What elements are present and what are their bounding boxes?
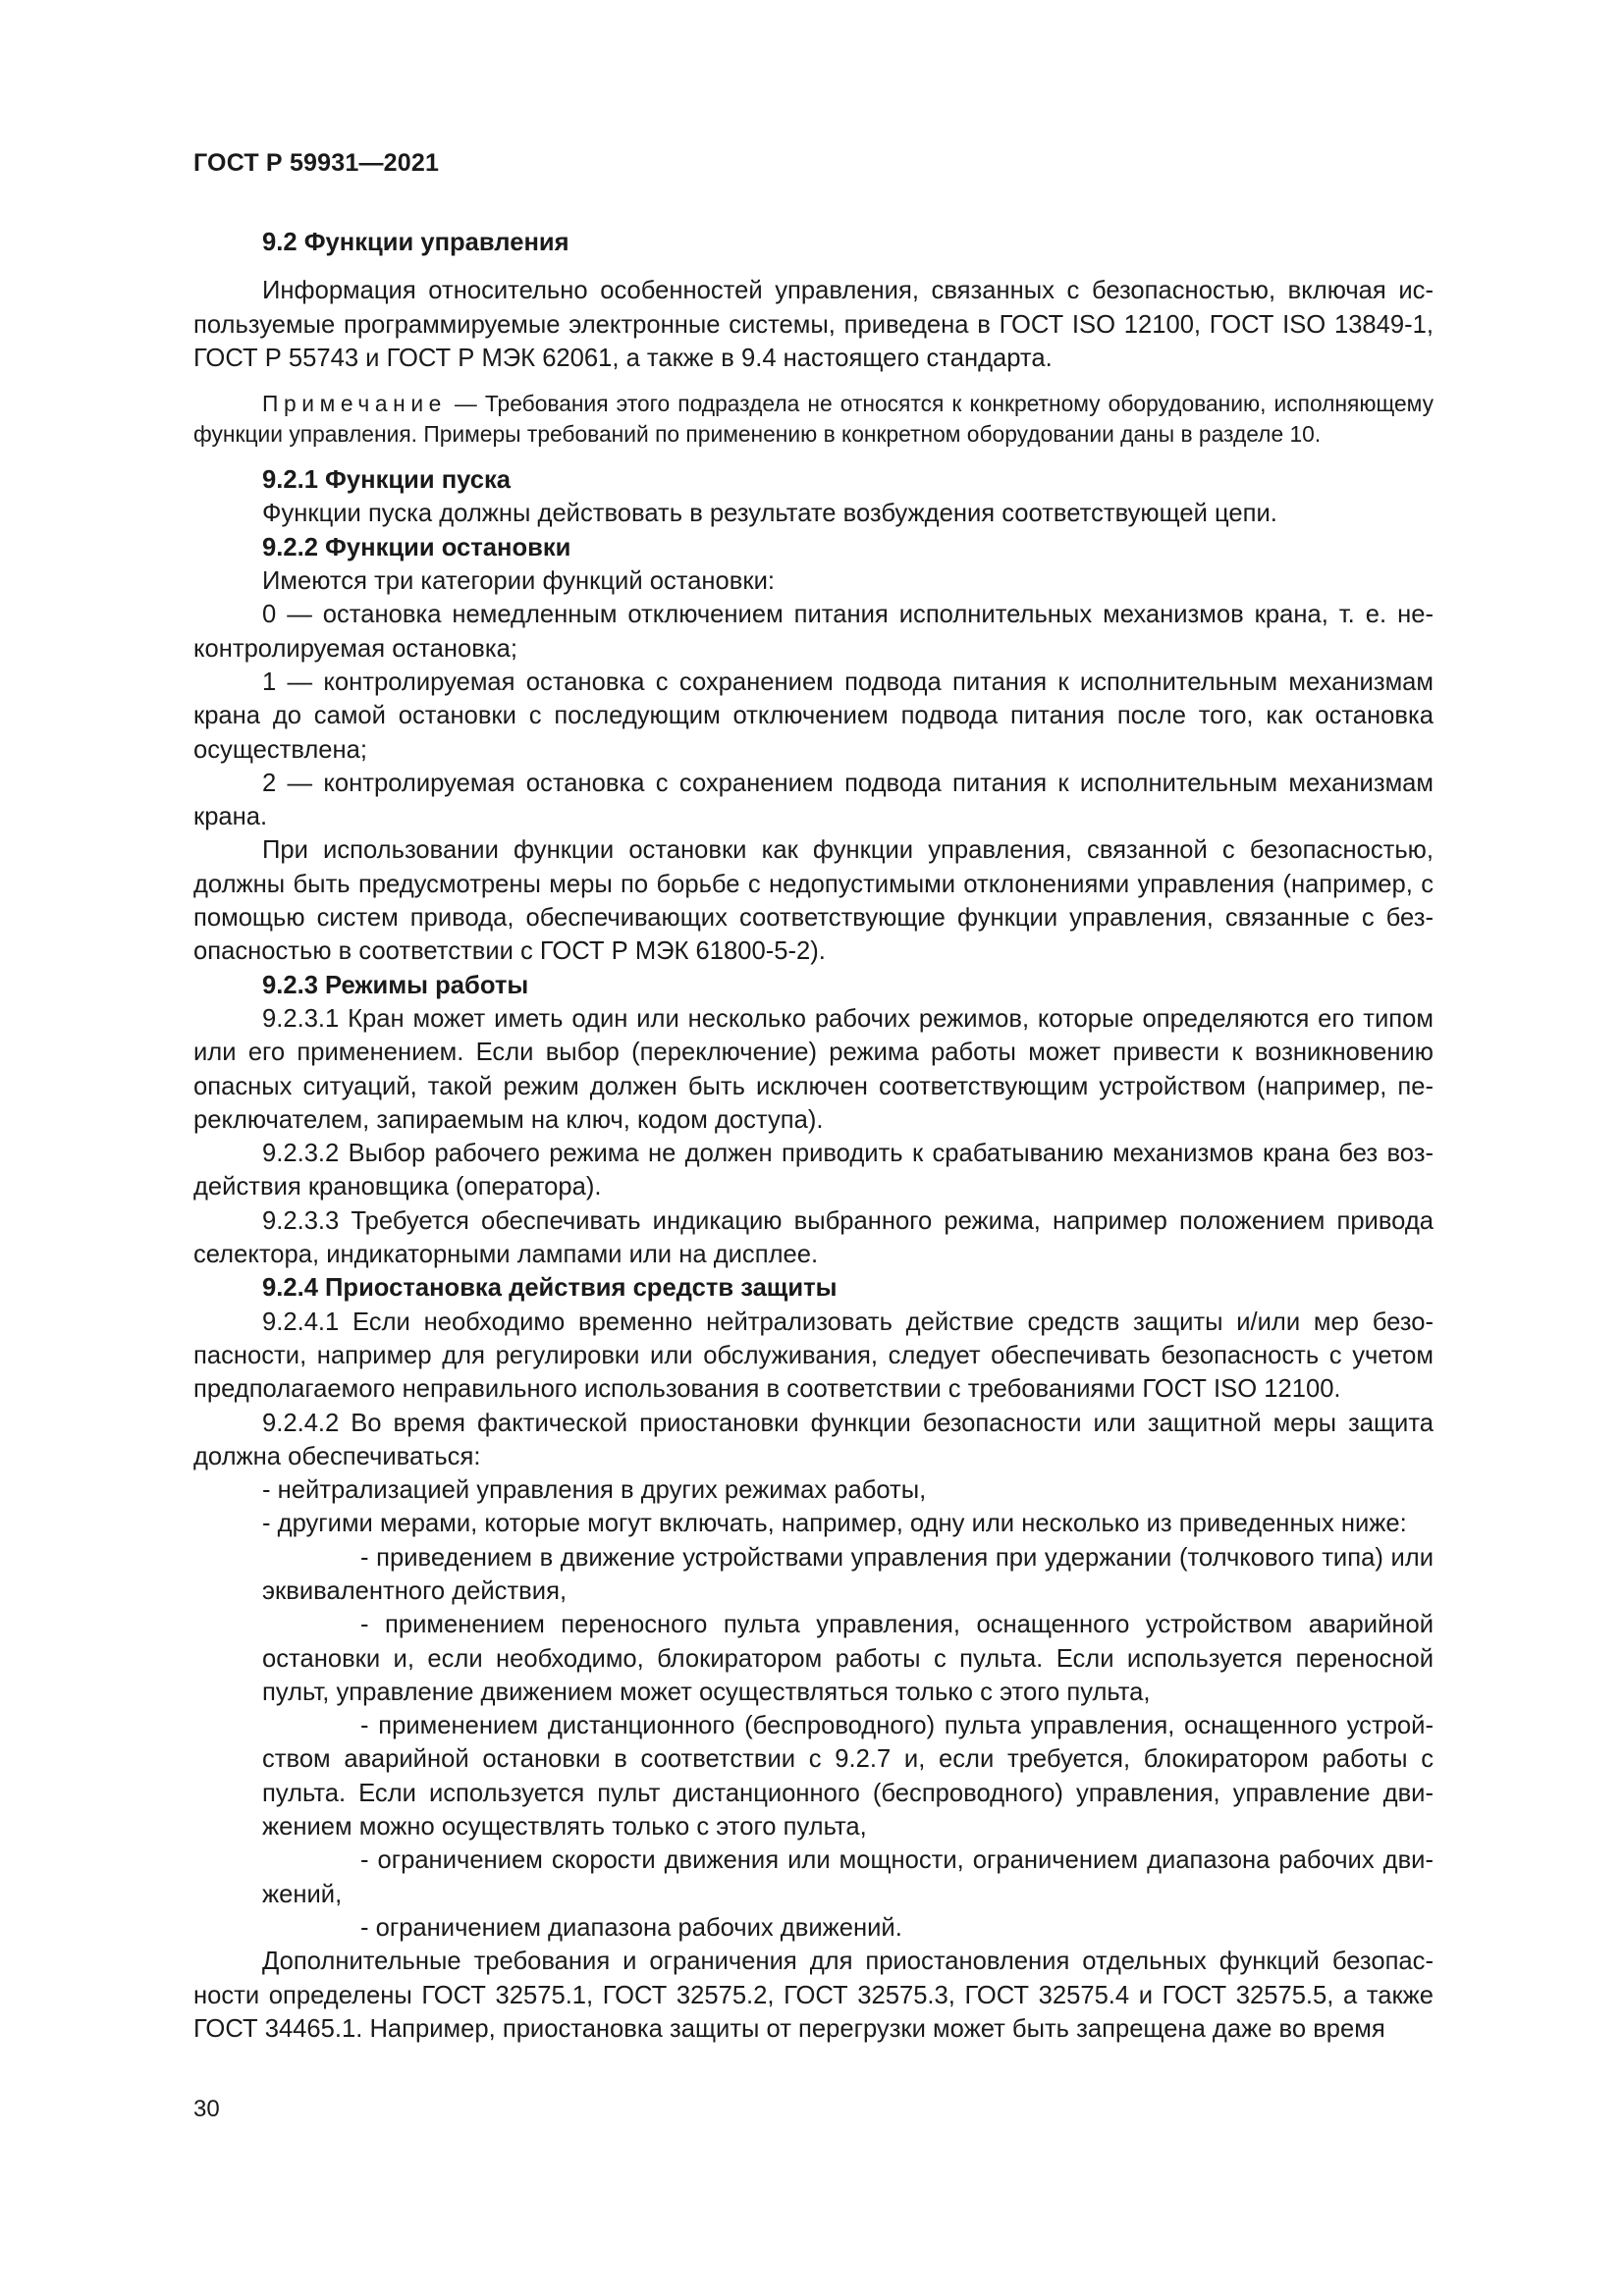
paragraph-9-2-3-3: 9.2.3.3 Требуется обеспечивать индикацию выбранного режима, например положением привода селектора, индикаторными лампами или на дисплее. xyxy=(193,1206,1434,1269)
section-heading-9-2-3: 9.2.3 Режимы работы xyxy=(262,971,529,999)
paragraph-9-2-1: Функции пуска должны действовать в результате возбуждения соответствующей цепи. xyxy=(262,500,1277,528)
paragraph-stop-category-0: 0 — остановка немедленным отключением питания исполнительных механизмов крана, т. е. неконтролируемая остановка; xyxy=(193,601,1434,663)
section-heading-9-2-2: 9.2.2 Функции остановки xyxy=(262,533,571,561)
sub-list-item-1: - приведением в движение устройствами управления при удержании (толчкового типа) или эквивалентного действия, xyxy=(262,1543,1434,1605)
section-heading-9-2-1: 9.2.1 Функции пуска xyxy=(262,466,512,495)
note-label: Примечание xyxy=(262,391,447,417)
section-heading-9-2: 9.2 Функции управления xyxy=(262,229,569,256)
paragraph-additional-requirements: Дополнительные требования и ограничения для приостановления отдельных функций безопасности определены ГОСТ 32575.1, ГОСТ 32575.2, ГОСТ 32575.3, ГОСТ 32575.4 и ГОСТ 32575.5, а также ГОСТ 34465.1. Например, приостановка защиты от перегрузки может быть запрещена даже во время xyxy=(193,1948,1434,2043)
paragraph-9-2-2-intro: Имеются три категории функций остановки: xyxy=(262,567,775,596)
page-number: 30 xyxy=(193,2096,220,2122)
paragraph-stop-category-2: 2 — контролируемая остановка с сохранением подвода питания к исполнительным механизмам крана. xyxy=(193,769,1434,831)
note-paragraph xyxy=(193,389,1434,450)
section-heading-9-2-4: 9.2.4 Приостановка действия средств защиты xyxy=(262,1274,838,1303)
sub-list-item-3: - применением дистанционного (беспроводного) пульта управления, оснащенного устройством аварийной остановки в соответствии с 9.2.7 и, если требуется, блокиратором работы с пульта. Если используется пульт дистанционного (беспроводного) управления, управление движением можно осуществлять только с этого пульта, xyxy=(262,1712,1434,1842)
list-item-dash-1: - нейтрализацией управления в других режимах работы, xyxy=(262,1476,927,1505)
page-content xyxy=(193,226,1434,2046)
paragraph-9-2-3-1: 9.2.3.1 Кран может иметь один или несколько рабочих режимов, которые определяются его типом или его применением. Если выбор (переключение) режима работы может привести к возникновению опасных ситуаций, такой режим должен быть исключен соответствующим устройством (например, переключателем, запираемым на ключ, кодом доступа). xyxy=(193,1004,1434,1134)
paragraph-9-2-4-1: 9.2.4.1 Если необходимо временно нейтрализовать действие средств защиты и/или мер безопасности, например для регулировки или обслуживания, следует обеспечивать безопасность с учетом предполагаемого неправильного использования в соответствии с требованиями ГОСТ ISO 12100. xyxy=(193,1308,1434,1404)
note-text: — Требования этого подраздела не относятся к конкретному оборудованию, исполняющему функции управления. Примеры требований по применению в конкретном оборудовании даны в разделе 10. xyxy=(193,391,1434,448)
paragraph-9-2-3-2: 9.2.3.2 Выбор рабочего режима не должен приводить к срабатыванию механизмов крана без воздействия крановщика (оператора). xyxy=(193,1140,1434,1201)
sub-list-item-5: - ограничением диапазона рабочих движений. xyxy=(360,1913,902,1942)
paragraph-stop-safety: При использовании функции остановки как функции управления, связанной с безопасностью, должны быть предусмотрены меры по борьбе с недопустимыми отклонениями управления (например, с помощью систем привода, обеспечивающих соответствующие функции управления, связанные с безопасностью в соответствии с ГОСТ Р МЭК 61800-5-2). xyxy=(193,836,1434,966)
sub-list-item-2: - применением переносного пульта управления, оснащенного устройством аварийной остановки и, если необходимо, блокиратором работы с пульта. Если используется переносной пульт, управление движением может осуществляться только с этого пульта, xyxy=(262,1611,1434,1706)
document-code-header: ГОСТ Р 59931—2021 xyxy=(193,149,440,177)
paragraph-intro: Информация относительно особенностей управления, связанных с безопасностью, включая используемые программируемые электронные системы, приведена в ГОСТ ISO 12100, ГОСТ ISO 13849-1, ГОСТ Р 55743 и ГОСТ Р МЭК 62061, а также в 9.4 настоящего стандарта. xyxy=(193,277,1434,372)
sub-list-item-4: - ограничением скорости движения или мощности, ограничением диапазона рабочих движений, xyxy=(262,1846,1434,1908)
paragraph-stop-category-1: 1 — контролируемая остановка с сохранением подвода питания к исполнительным механизмам крана до самой остановки с последующим отключением подвода питания после того, как остановка осуществлена; xyxy=(193,667,1434,764)
paragraph-9-2-4-2: 9.2.4.2 Во время фактической приостановки функции безопасности или защитной меры защита должна обеспечиваться: xyxy=(193,1409,1434,1470)
list-item-dash-2: - другими мерами, которые могут включать, например, одну или несколько из приведенных ниже: xyxy=(262,1510,1407,1538)
